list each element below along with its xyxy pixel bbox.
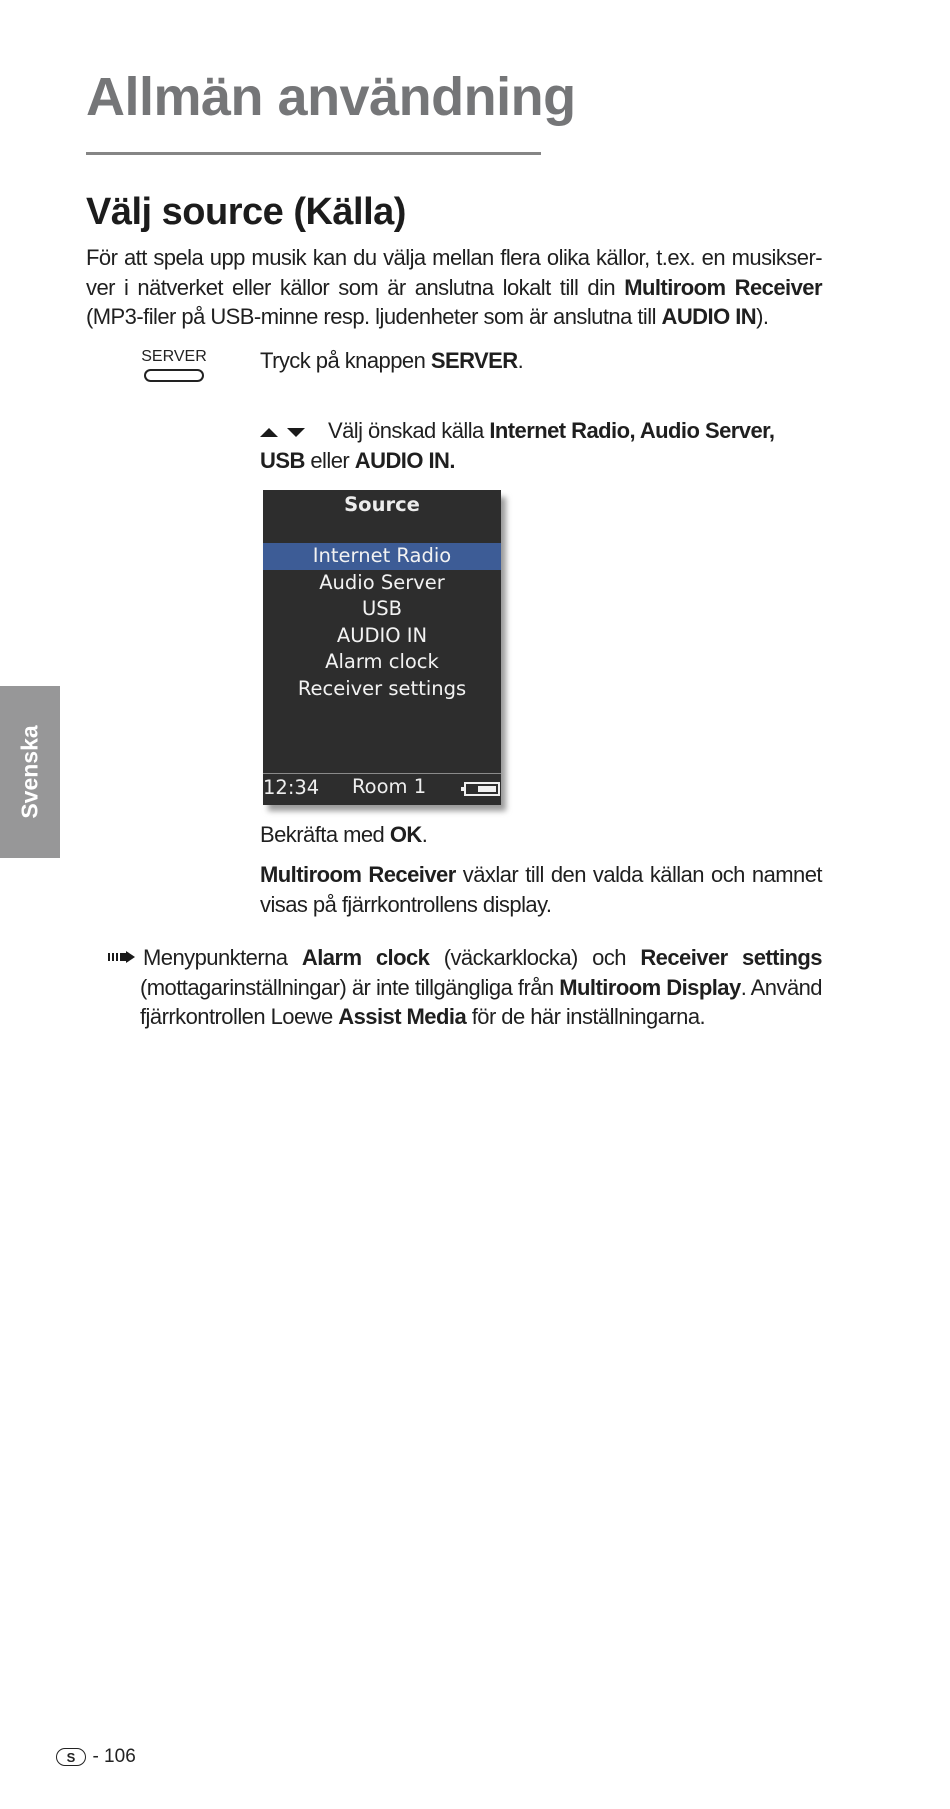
up-down-arrows-icon xyxy=(260,416,314,446)
source-menu-item[interactable]: AUDIO IN xyxy=(336,623,428,647)
source-menu-item[interactable]: Internet Radio xyxy=(263,543,501,570)
chapter-title: Allmän användning xyxy=(86,67,576,127)
source-menu-item[interactable]: Alarm clock xyxy=(325,650,439,673)
page-footer xyxy=(56,1746,136,1770)
remote-display-screen xyxy=(263,490,501,805)
arrow-down-icon xyxy=(287,428,305,437)
note-arrow-icon xyxy=(108,951,136,963)
display-room: Room 1 xyxy=(352,775,427,798)
step-press-server: Tryck på knappen SERVER. xyxy=(260,348,524,373)
step-confirm: Bekräfta med OK. xyxy=(260,822,428,847)
page-number: - 106 xyxy=(92,1746,136,1767)
source-menu-item[interactable]: Audio Server xyxy=(319,570,445,594)
section-title: Välj source (Källa) xyxy=(86,191,406,233)
language-side-tab xyxy=(0,686,60,858)
language-side-tab-label: Svenska xyxy=(16,725,43,819)
title-divider xyxy=(86,152,541,155)
server-key-shape xyxy=(144,369,204,382)
display-time: 12:34 xyxy=(263,776,320,799)
intro-paragraph: För att spela upp musik kan du välja mellan flera olika källor, t.ex. en musikser-ver i nätverket eller källor som är anslutna lokalt till din Multiroom Receiver (MP3-filer på USB-minne resp. ljudenheter som är anslutna till AUDIO IN). xyxy=(86,245,822,329)
server-key-label: SERVER xyxy=(141,348,207,365)
source-menu-item[interactable]: Receiver settings xyxy=(297,676,467,700)
source-menu xyxy=(263,543,501,702)
language-badge: S xyxy=(56,1748,86,1766)
note-paragraph: Menypunkterna Alarm clock (väckarklocka) och Receiver settings (mottagarinställningar) är inte tillgängliga från Multiroom Display. Använd fjärrkontrollen Loewe Assist Media för de här inställningarna. xyxy=(140,945,822,1029)
battery-icon xyxy=(464,782,500,796)
step-select-source: Välj önskad källa Internet Radio, Audio Server, USB eller AUDIO IN. xyxy=(260,418,775,473)
server-key-icon xyxy=(138,348,210,388)
display-status-bar xyxy=(263,773,501,805)
result-paragraph: Multiroom Receiver växlar till den valda källan och namnet visas på fjärrkontrollens display. xyxy=(260,862,822,917)
arrow-up-icon xyxy=(260,428,278,437)
source-menu-item[interactable]: USB xyxy=(361,597,403,620)
display-title: Source xyxy=(344,493,420,516)
